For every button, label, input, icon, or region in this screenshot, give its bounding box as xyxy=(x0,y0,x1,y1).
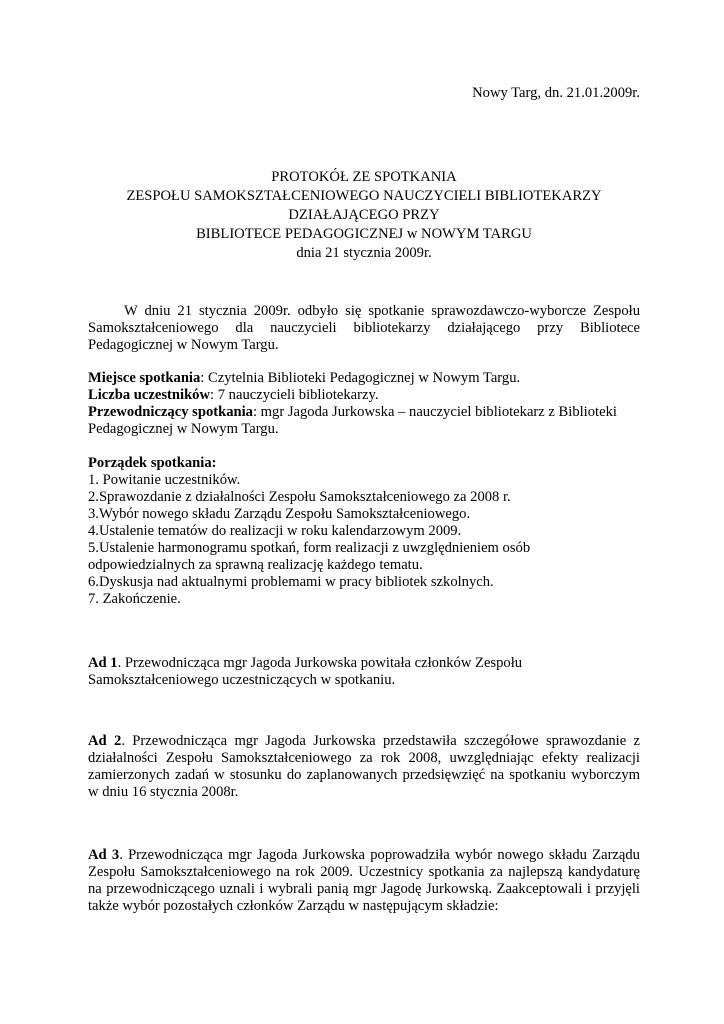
intro-text: W dniu 21 stycznia 2009r. odbyło się spotkanie sprawozdawczo-wyborcze Zespołu Samokształceniowego dla nauczycieli bibliotekarzy działającego przy Bibliotece Pedagogicznej w Nowym Targu. xyxy=(88,303,640,353)
agenda-heading xyxy=(88,455,640,472)
meeting-details xyxy=(88,370,640,438)
ad1-line-1 xyxy=(88,655,640,672)
agenda-item: 6.Dyskusja nad aktualnymi problemami w pracy bibliotek szkolnych. xyxy=(88,574,494,590)
ad2-paragraph xyxy=(88,733,640,801)
title-line-3: DZIAŁAJĄCEGO PRZY xyxy=(288,207,440,223)
document-page xyxy=(88,0,640,1024)
title-line-1: PROTOKÓŁ ZE SPOTKANIA xyxy=(271,169,457,185)
agenda-heading-text: Porządek spotkania: xyxy=(88,455,217,471)
chair-value: : mgr Jagoda Jurkowska – nauczyciel bibliotekarz z Biblioteki Pedagogicznej w Nowym Targu. xyxy=(88,404,617,437)
chair-label: Przewodniczący spotkania xyxy=(88,404,253,420)
ad3-label: Ad 3 xyxy=(88,847,120,863)
title-line-4: BIBLIOTECE PEDAGOGICZNEJ w NOWYM TARGU xyxy=(196,226,532,242)
ad3-paragraph xyxy=(88,847,640,915)
meeting-place-label: Miejsce spotkania xyxy=(88,370,201,386)
agenda xyxy=(88,455,640,608)
meeting-chair xyxy=(88,404,640,438)
document-title xyxy=(88,168,640,263)
ad2-label: Ad 2 xyxy=(88,733,122,749)
agenda-item: 5.Ustalenie harmonogramu spotkań, form realizacji z uwzględnieniem osób xyxy=(88,540,531,556)
meeting-place xyxy=(88,370,640,387)
meeting-place-value: : Czytelnia Biblioteki Pedagogicznej w Nowym Targu. xyxy=(200,370,521,386)
title-line-5: dnia 21 stycznia 2009r. xyxy=(296,245,432,261)
ad1-label: Ad 1 xyxy=(88,655,118,671)
ad2-text: . Przewodnicząca mgr Jagoda Jurkowska przedstawiła szczegółowe sprawozdanie z działalności Zespołu Samokształceniowego za rok 2008, uwzględniając efekty realizacji zamierzonych zadań w stosunku do zaplanowanych przedsięwzięć na spotkaniu wyborczym w dniu 16 stycznia 2008r. xyxy=(88,733,640,800)
participants-count xyxy=(88,387,640,404)
section-ad-3 xyxy=(88,847,640,915)
agenda-item: 4.Ustalenie tematów do realizacji w roku kalendarzowym 2009. xyxy=(88,523,462,539)
participants-value: : 7 nauczycieli bibliotekarzy. xyxy=(210,387,379,403)
document-date: Nowy Targ, dn. 21.01.2009r. xyxy=(472,85,640,101)
agenda-item: odpowiedzialnych za sprawną realizację każdego tematu. xyxy=(88,557,423,573)
agenda-item: 1. Powitanie uczestników. xyxy=(88,472,241,488)
participants-label: Liczba uczestników xyxy=(88,387,211,403)
section-ad-2 xyxy=(88,733,640,801)
intro-paragraph xyxy=(88,303,640,354)
agenda-item: 2.Sprawozdanie z działalności Zespołu Samokształceniowego za 2008 r. xyxy=(88,489,511,505)
section-ad-1 xyxy=(88,655,640,689)
ad3-text: . Przewodnicząca mgr Jagoda Jurkowska poprowadziła wybór nowego składu Zarządu Zespołu Samokształceniowego na rok 2009. Uczestnicy spotkania za najlepszą kandydaturę na przewodniczącego uznali i wybrali panią mgr Jagodę Jurkowską. Zaakceptowali i przyjęli także wybór pozostałych członków Zarządu w następującym składzie: xyxy=(88,847,640,914)
title-line-2: ZESPOŁU SAMOKSZTAŁCENIOWEGO NAUCZYCIELI BIBLIOTEKARZY xyxy=(126,188,602,204)
agenda-item: 3.Wybór nowego składu Zarządu Zespołu Samokształceniowego. xyxy=(88,506,471,522)
ad1-line-2: Samokształceniowego uczestniczących w spotkaniu. xyxy=(88,672,396,688)
ad1-text-1: . Przewodnicząca mgr Jagoda Jurkowska powitała członków Zespołu xyxy=(117,655,523,671)
agenda-item: 7. Zakończenie. xyxy=(88,591,181,607)
